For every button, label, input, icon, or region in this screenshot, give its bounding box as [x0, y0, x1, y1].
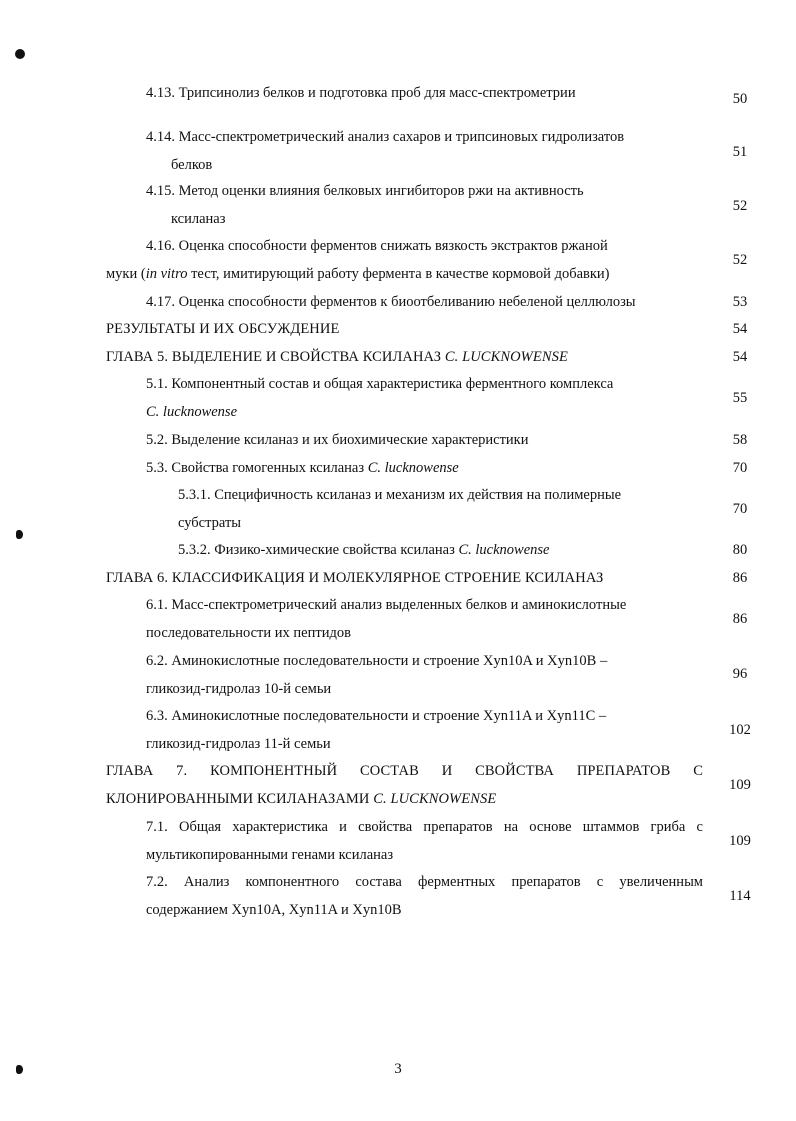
toc-page-number: 80: [732, 542, 748, 558]
toc-entry-text: [146, 454, 459, 482]
toc-page-number: 52: [732, 252, 748, 268]
toc-entry-text-continued: ксиланаз: [171, 211, 226, 227]
toc-text-part: ГЛАВА 5. ВЫДЕЛЕНИЕ И СВОЙСТВА КСИЛАНАЗ: [106, 349, 445, 365]
toc-entry-text: 4.14. Масс-спектрометрический анализ сахаров и трипсиновых гидролизатов: [146, 129, 625, 145]
toc-page-number: 96: [732, 666, 748, 682]
toc-page-number: 70: [732, 501, 748, 517]
toc-entry-text-continued: [106, 260, 610, 288]
toc-entry-text: 5.1. Компонентный состав и общая характеристика ферментного комплекса: [146, 376, 614, 392]
toc-entry-text: 5.3.1. Специфичность ксиланаз и механизм их действия на полимерные: [178, 487, 622, 503]
toc-entry-text-continued: гликозид-гидролаз 11-й семьи: [146, 736, 331, 752]
toc-entry-text: 7.1. Общая характеристика и свойства препаратов на основе штаммов гриба с: [146, 819, 703, 835]
toc-text-italic: C. lucknowense: [146, 404, 238, 420]
toc-page-number: 86: [732, 611, 748, 627]
toc-page-number: 55: [732, 390, 748, 406]
toc-text-part: 5.3.2. Физико-химические свойства ксиланаз: [178, 542, 459, 558]
toc-page-number: 53: [732, 294, 748, 310]
toc-page-number: 70: [732, 460, 748, 476]
toc-page-number: 50: [732, 91, 748, 107]
toc-text-part: тест, имитирующий работу фермента в качестве кормовой добавки): [187, 266, 610, 282]
toc-entry-text: 6.1. Масс-спектрометрический анализ выделенных белков и аминокислотные: [146, 597, 627, 613]
toc-text-part: муки (: [106, 266, 146, 282]
toc-page-number: 54: [732, 321, 748, 337]
toc-page-number: 54: [732, 349, 748, 365]
toc-section-heading: РЕЗУЛЬТАТЫ И ИХ ОБСУЖДЕНИЕ: [106, 321, 340, 337]
toc-text-part: КЛОНИРОВАННЫМИ КСИЛАНАЗАМИ: [106, 791, 374, 807]
toc-text-italic: C. LUCKNOWENSE: [373, 791, 497, 807]
toc-entry-text-continued: содержанием Xyn10A, Xyn11A и Xyn10B: [146, 902, 402, 918]
toc-entry-text: 6.2. Аминокислотные последовательности и строение Xyn10A и Xyn10B –: [146, 653, 608, 669]
toc-text-italic: C. lucknowense: [458, 542, 550, 558]
toc-chapter-heading: [106, 343, 568, 371]
toc-entry-text: 4.15. Метод оценки влияния белковых ингибиторов ржи на активность: [146, 183, 584, 199]
toc-chapter-heading: ГЛАВА 7. КОМПОНЕНТНЫЙ СОСТАВ И СВОЙСТВА ПРЕПАРАТОВ С: [106, 763, 703, 779]
toc-text-part: 5.3. Свойства гомогенных ксиланаз: [146, 460, 368, 476]
toc-entry-text: 5.2. Выделение ксиланаз и их биохимические характеристики: [146, 432, 529, 448]
toc-entry-text-continued: субстраты: [178, 515, 242, 531]
toc-page-number: 102: [729, 722, 751, 738]
toc-page-number: 109: [729, 833, 751, 849]
toc-entry-text: [178, 536, 549, 564]
toc-entry-text: 7.2. Анализ компонентного состава ферментных препаратов с увеличенным: [146, 874, 703, 890]
toc-entry-text: 4.17. Оценка способности ферментов к биоотбеливанию небеленой целлюлозы: [146, 294, 636, 310]
toc-chapter-heading: ГЛАВА 6. КЛАССИФИКАЦИЯ И МОЛЕКУЛЯРНОЕ СТРОЕНИЕ КСИЛАНАЗ: [106, 570, 604, 586]
toc-text-italic: C. LUCKNOWENSE: [444, 349, 568, 365]
toc-page-number: 51: [732, 144, 748, 160]
toc-entry-text: 4.13. Трипсинолиз белков и подготовка проб для масс-спектрометрии: [146, 85, 576, 101]
toc-text-italic: C. lucknowense: [367, 460, 459, 476]
toc-entry-text-continued: мультикопированными генами ксиланаз: [146, 847, 394, 863]
toc-page-number: 109: [729, 777, 751, 793]
toc-entry-text-continued: последовательности их пептидов: [146, 625, 351, 641]
toc-chapter-heading-continued: [106, 785, 496, 813]
toc-page-number: 52: [732, 198, 748, 214]
toc-entry-text: 6.3. Аминокислотные последовательности и строение Xyn11A и Xyn11C –: [146, 708, 607, 724]
toc-entry-text-continued: белков: [171, 157, 213, 173]
toc-entry-text-continued: гликозид-гидролаз 10-й семьи: [146, 681, 332, 697]
toc-page-number: 114: [729, 888, 751, 904]
toc-page-number: 58: [732, 432, 748, 448]
toc-text-italic: in vitro: [145, 266, 188, 282]
page-number: 3: [394, 1061, 402, 1077]
toc-entry-text-continued: [146, 398, 237, 426]
toc-page-number: 86: [732, 570, 748, 586]
toc-entry-text: 4.16. Оценка способности ферментов снижать вязкость экстрактов ржаной: [146, 238, 608, 254]
